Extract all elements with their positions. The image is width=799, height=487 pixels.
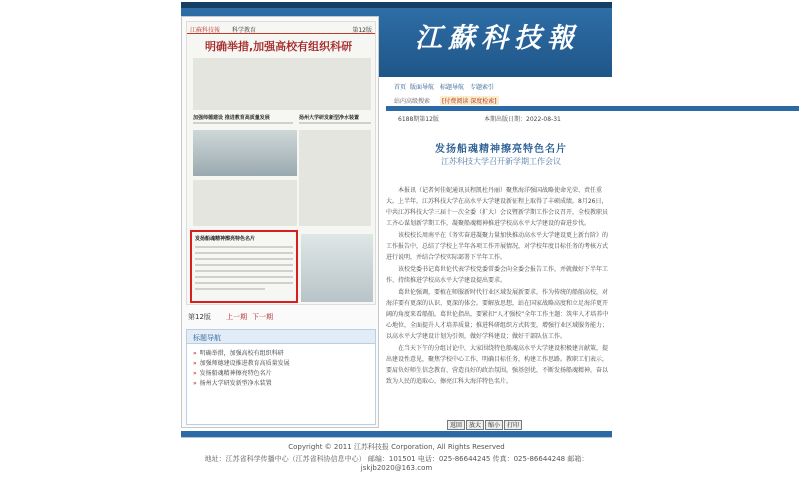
back-button[interactable]: 返回 [447,420,465,430]
title-navigation-header: 标题导航 [187,330,375,344]
article-subtitle: 江苏科技大学召开新学期工作会议 [441,157,561,166]
paper-text-line [195,276,293,278]
article-paragraph: 该校校长周南平在《务实奋进凝聚力量加快推动高水平大学建设更上新台阶》的工作报告中，总结了学校上半年各项工作开展情况，对学校年度目标任务的考核方式进行说明，并结合学校实际部署下半年工作。 [386,232,609,261]
paper-text-line [195,282,293,284]
header-strip [181,2,612,8]
article-title: 发扬船魂精神擦亮特色名片 [435,144,567,155]
article-paragraph: 本报讯（记者何佳妮通讯员程凯杜丹丽）聚焦海洋强国战略使命光荣、责任重大。上半年，江苏科技大学在高水平大学建设新征程上取得了丰硕成绩。8月26日，中共江苏科技大学三届十一次全委（扩大）会议暨新学期工作会议召开，全校教职员工齐心谋划新学期工作，凝聚船魂精神推进学校高水平大学建设的奋进步伐。 [386,187,609,227]
nav-page-navigation[interactable]: 版面导航 [410,84,435,91]
print-button[interactable]: 打印 [504,420,522,430]
advanced-search-link[interactable]: 站内高级搜索 [394,98,431,105]
paper-page-number: 第12版 [352,27,372,34]
paper-text-line [195,258,293,260]
nav-topic-index[interactable]: 专题索引 [470,84,495,91]
zoom-in-button[interactable]: 放大 [466,420,484,430]
search-nav [386,94,612,105]
article-paragraph: 在当天下午的分组讨论中，大家围绕特色船魂高水平大学建设积极建言献策，提出建设性意见，聚焦学校中心工作，明确目标任务，构建工作思路。教职工们表示，要肩负好师生信念教育、营造良好的政治氛围，强基创优，不断发扬船魂精神，奋以致为人民的追取心，擦亮江科大海洋特色名片。 [386,345,609,385]
title-nav-item[interactable] [193,349,375,359]
title-nav-item[interactable] [193,379,375,389]
current-page-label: 第12版 [188,313,211,321]
contact-address: 地址：江苏省科学传播中心（江苏省科协信息中心） 邮编：101501 电话：025-86644245 传真：025-86644248 邮箱：jskjb2020@163.com [204,455,589,472]
double-arrow-icon: » [193,350,197,357]
title-nav-item[interactable] [193,359,375,369]
highlighted-article-title: 发扬船魂精神擦亮特色名片 [195,236,256,242]
title-nav-item-label: 扬州大学研发新型净水装置 [199,380,272,387]
paper-text-line [195,288,265,290]
left-panel [181,16,379,428]
issue-page-label: 6188期第12版 [398,116,439,123]
prev-issue-link[interactable]: 上一期 [226,313,247,321]
newspaper-page-thumbnail[interactable] [186,21,376,305]
paid-reading-link[interactable]: [付费阅读 深度检索] [442,98,497,105]
paper-masthead [187,22,375,34]
paper-photo [301,234,373,302]
title-nav-item-label: 发扬船魂精神擦亮特色名片 [199,370,272,377]
paper-text-line [195,246,293,248]
site-footer [181,442,612,472]
paper-subhead-2[interactable]: 扬州大学研发新型净水装置 [299,115,360,121]
nav-title-navigation[interactable]: 标题导航 [440,84,465,91]
double-arrow-icon: » [193,360,197,367]
title-nav-item[interactable] [193,369,375,379]
article-toolbar [447,420,523,430]
paper-text-line [195,252,293,254]
highlighted-article-area[interactable] [190,230,298,303]
nav-home[interactable]: 首页 [394,84,407,91]
issue-meta [386,111,799,123]
article-paragraph: 葛世伦强调，要植在师服新时代行业区域发展新要求，作为传统的船舶高校，对海洋要有更深的认识、更深的体会。要解放思想，站在国家战略高度和立足海洋更开阔的角度来看船舶。葛世伦指出，要紧扣“人才强校”全年工作主题：筑牢人才培养中心地位，全面提升人才培养质量；推进科研组织方式转变，增强行业区域服务能力；以高水平大学建设计划为引领，做好学科建设；做好干部队伍工作。 [386,289,609,340]
double-arrow-icon: » [193,370,197,377]
main-nav [386,80,612,91]
site-logo[interactable]: 江蘇科技報 [415,23,580,54]
paper-photo [193,130,297,176]
paper-text-block [193,180,297,226]
zoom-out-button[interactable]: 缩小 [485,420,503,430]
paper-section: 科学教育 [231,27,256,34]
title-nav-item-label: 加强师德建设推进教育高质量发展 [199,360,290,367]
double-arrow-icon: » [193,380,197,387]
title-navigation-box [186,329,376,425]
paper-masthead-name: 江蘇科技報 [190,27,221,34]
copyright-text: Copyright © 2011 江苏科技报 Corporation, All Rights Reserved [288,443,505,451]
footer-rule [181,437,612,438]
page-pager [186,310,376,324]
paper-text-line [195,270,293,272]
publish-date: 本期出版日期：2022-08-31 [484,116,561,123]
paper-text-block [299,130,371,226]
title-nav-item-label: 明确举措，加强高校有组织科研 [199,350,284,357]
paper-text-line [195,264,293,266]
title-navigation-list [187,344,375,389]
paper-text-block [193,58,371,110]
article-paragraph: 该校党委书记葛世伦代表学校党委常委会向全委会报告工作，并就做好下半年工作、持续推进学校高水平大学建设提出要求。 [386,266,609,284]
article-body [386,185,612,388]
paper-text-line [299,122,371,124]
paper-text-line [193,122,293,124]
paper-subhead-1[interactable]: 加强师德建设 推进教育高质量发展 [193,115,270,121]
paper-headline[interactable]: 明确举措,加强高校有组织科研 [205,40,353,53]
next-issue-link[interactable]: 下一期 [252,313,273,321]
